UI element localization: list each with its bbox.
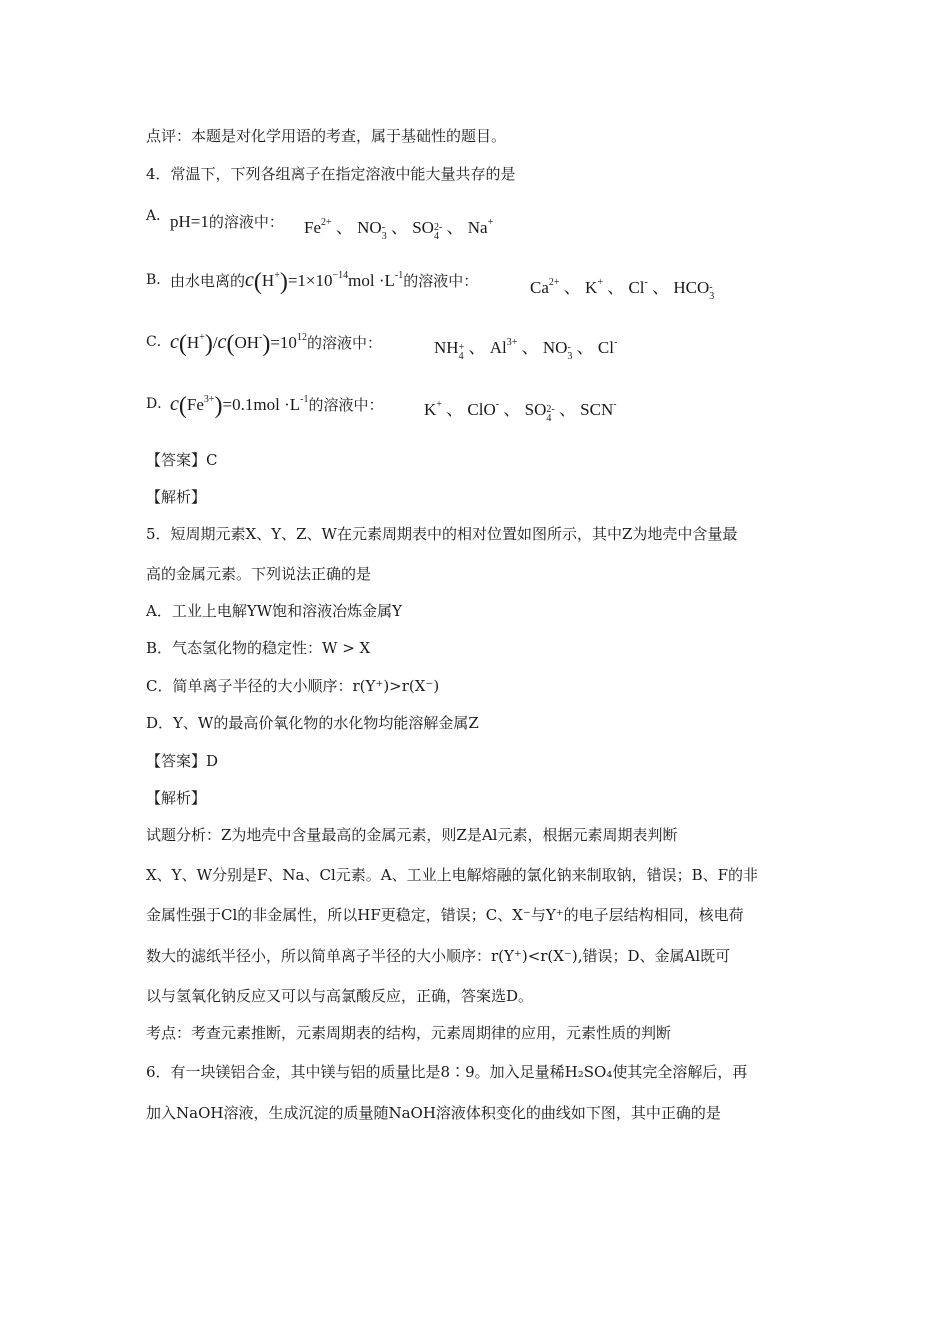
q5-stem-2: 高的金属元素。下列说法正确的是 — [146, 565, 372, 583]
q4-analysis: 【解析】 — [146, 488, 207, 506]
ion-list: K+ 、 ClO- 、 SO 2- 4 、 SCN- — [424, 399, 617, 424]
option-label: C． — [146, 334, 171, 350]
option-label: B． — [146, 272, 171, 288]
option-label: A． — [146, 208, 171, 224]
q5-stem-1: 5．短周期元素X、Y、Z、W在元素周期表中的相对位置如图所示，其中Z为地壳中含量最 — [146, 525, 738, 543]
q5-kaodian: 考点：考查元素推断，元素周期表的结构，元素周期律的应用，元素性质的判断 — [146, 1024, 672, 1042]
q4-answer: 【答案】C — [146, 451, 218, 469]
condition-suffix: 的溶液中： — [208, 213, 284, 231]
ph-condition: pH=1 — [170, 212, 209, 231]
q5-analysis: 【解析】 — [146, 789, 207, 807]
q4-c-condition: $c(H^+)/c(OH^-)=10^{12}$的溶液中： — [170, 331, 382, 357]
q6-stem-1: 6．有一块镁铝合金，其中镁与铝的质量比是8∶9。加入足量稀H₂SO₄使其完全溶解后，再 — [146, 1063, 748, 1081]
q5-explanation-2: X、Y、W分别是F、Na、Cl元素。A、工业上电解熔融的氯化钠来制取钠，错误；B、F的非 — [146, 866, 759, 884]
q5-option-d: D．Y、W的最高价氧化物的水化物均能溶解金属Z — [146, 714, 479, 732]
q4-b-condition: 由水电离的$c(H^+)=1\times 10^{-14}mol \cdot L^{-1}$的溶液中： — [170, 269, 479, 295]
q4-d-condition: $c(Fe^{3+})=0.1mol \cdot L^{-1}$的溶液中： — [170, 393, 384, 419]
q5-option-a: A．工业上电解YW饱和溶液冶炼金属Y — [146, 602, 403, 620]
q6-stem-2: 加入NaOH溶液，生成沉淀的质量随NaOH溶液体积变化的曲线如下图，其中正确的是 — [146, 1104, 721, 1122]
q5-option-b: B．气态氢化物的稳定性：W > X — [146, 639, 371, 657]
q4-stem: 4．常温下，下列各组离子在指定溶液中能大量共存的是 — [146, 165, 516, 183]
option-label: D． — [146, 396, 172, 412]
ion-list: $Ca^{2+}$ 、 K+ 、 Cl- 、 HCO - 3 — [530, 277, 715, 302]
q5-explanation-5: 以与氢氧化钠反应又可以与高氯酸反应，正确，答案选D。 — [146, 987, 534, 1005]
q5-option-c: C．简单离子半径的大小顺序：r(Y⁺)>r(X⁻) — [146, 677, 440, 695]
q5-explanation-4: 数大的滤纸半径小，所以简单离子半径的大小顺序：r(Y⁺)<r(X⁻),错误；D、金属Al既可 — [146, 947, 731, 965]
ion-list: $Fe^{2+}$ 、 NO - 3 、 SO 2- 4 、 Na+ — [304, 217, 494, 242]
ion-list: NH + 4 、 $Al^{3+}$ 、 NO - 3 、 Cl- — [434, 337, 618, 362]
q5-explanation-3: 金属性强于Cl的非金属性，所以HF更稳定，错误；C、X⁻与Y⁺的电子层结构相同，核电荷 — [146, 906, 744, 924]
review-line: 点评：本题是对化学用语的考查，属于基础性的题目。 — [146, 127, 507, 145]
q5-answer: 【答案】D — [146, 752, 219, 770]
q5-explanation-1: 试题分析：Z为地壳中含量最高的金属元素，则Z是Al元素，根据元素周期表判断 — [146, 826, 678, 844]
